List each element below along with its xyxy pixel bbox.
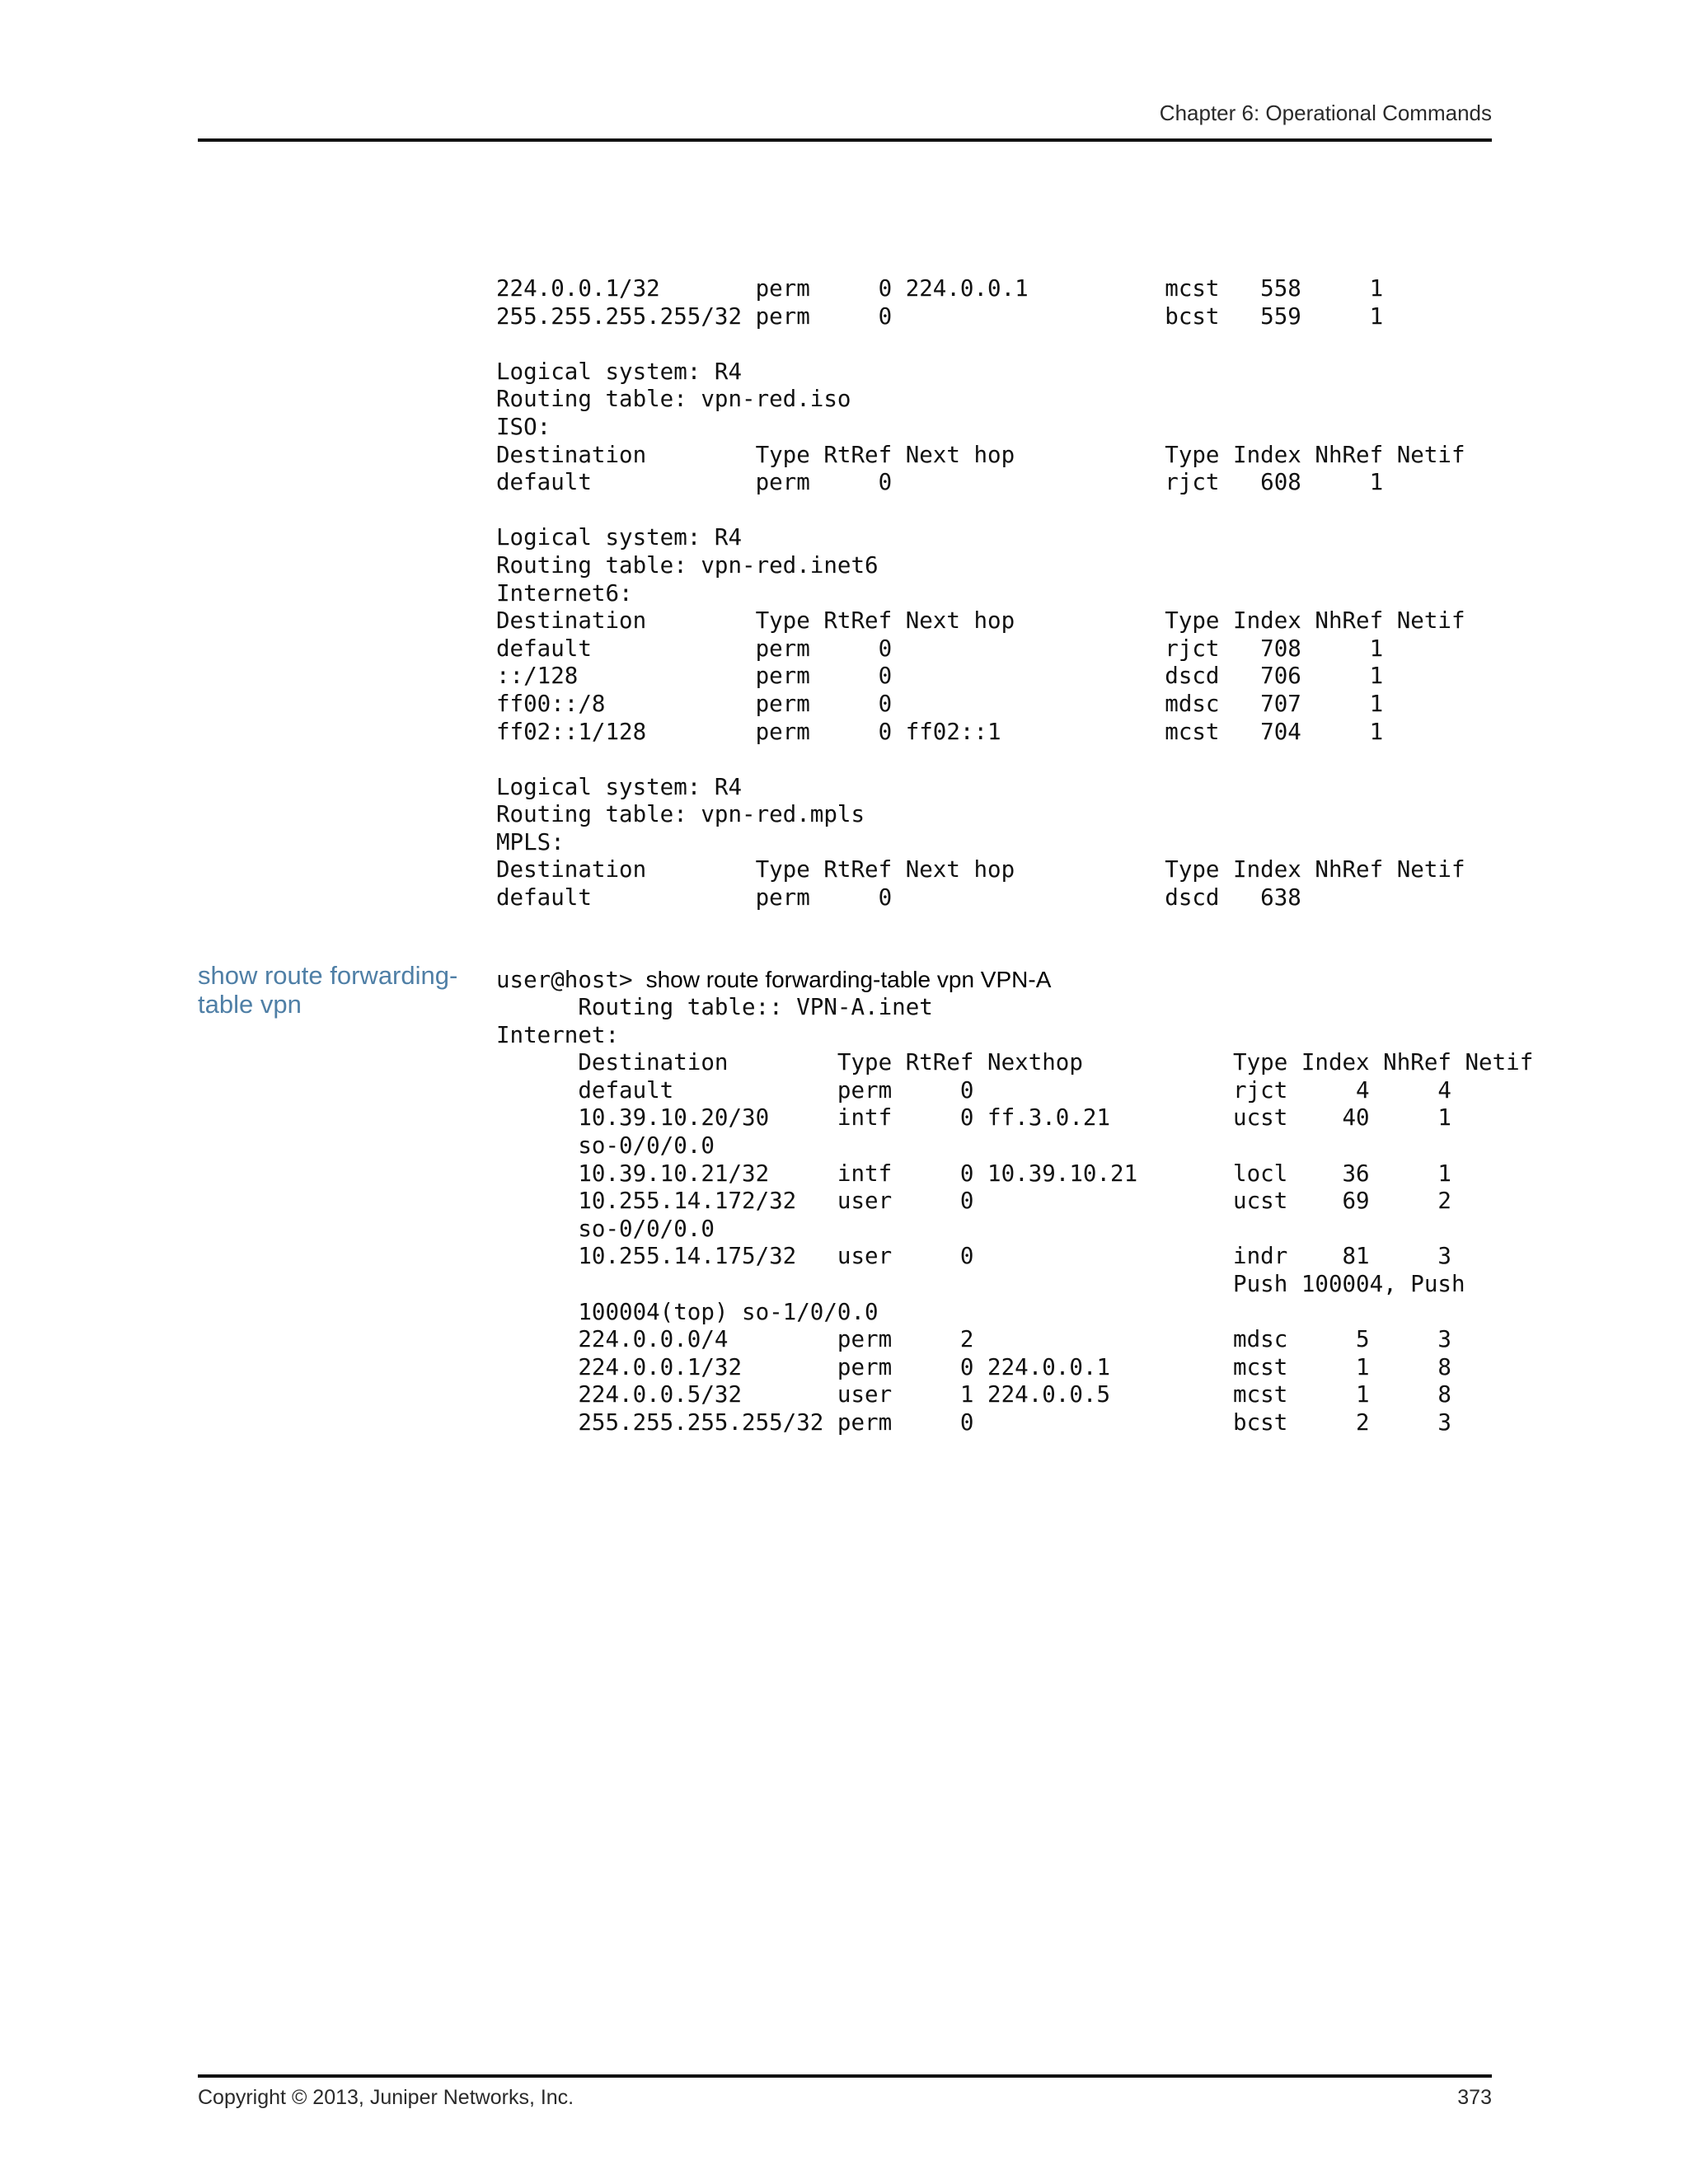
output-line [496, 746, 1465, 774]
output-line: Destination Type RtRef Nexthop Type Index NhRef Netif [496, 1049, 1534, 1076]
output-line: Destination Type RtRef Next hop Type Index NhRef Netif [496, 441, 1465, 468]
output-line: default perm 0 dscd 638 [496, 884, 1301, 912]
output-line: 224.0.0.5/32 user 1 224.0.0.5 mcst 1 8 [496, 1381, 1451, 1408]
page-header [198, 97, 1492, 142]
output-line: Routing table: vpn-red.iso [496, 386, 851, 413]
cli-output-continued [496, 275, 1465, 912]
output-line: default perm 0 rjct 4 4 [496, 1076, 1451, 1104]
output-line: ff02::1/128 perm 0 ff02::1 mcst 704 1 [496, 718, 1384, 745]
output-line: 224.0.0.1/32 perm 0 224.0.0.1 mcst 558 1 [496, 275, 1384, 302]
cli-command: show route forwarding-table vpn VPN-A [645, 967, 1052, 992]
output-line: MPLS: [496, 828, 565, 855]
output-line: 10.39.10.21/32 intf 0 10.39.10.21 locl 36 1 [496, 1160, 1451, 1187]
page-number: 373 [1457, 2086, 1492, 2109]
output-line: 255.255.255.255/32 perm 0 bcst 2 3 [496, 1408, 1451, 1436]
output-line: 255.255.255.255/32 perm 0 bcst 559 1 [496, 302, 1384, 330]
section-heading: show route forwarding-table vpn [198, 961, 458, 1019]
output-line: 10.39.10.20/30 intf 0 ff.3.0.21 ucst 40 1 [496, 1104, 1451, 1132]
output-line [496, 497, 1465, 525]
output-line: default perm 0 rjct 608 1 [496, 469, 1384, 496]
output-line: ::/128 perm 0 dscd 706 1 [496, 663, 1384, 690]
output-line: Routing table: vpn-red.mpls [496, 801, 865, 828]
output-line: Destination Type RtRef Next hop Type Index NhRef Netif [496, 607, 1465, 635]
copyright-text: Copyright © 2013, Juniper Networks, Inc. [198, 2086, 574, 2109]
output-line: Internet: [496, 1021, 620, 1048]
output-line: so-0/0/0.0 [496, 1132, 715, 1159]
output-line: ff00::/8 perm 0 mdsc 707 1 [496, 690, 1384, 717]
output-line: Routing table: vpn-red.inet6 [496, 551, 879, 579]
output-line: 224.0.0.0/4 perm 2 mdsc 5 3 [496, 1326, 1451, 1353]
output-line: default perm 0 rjct 708 1 [496, 635, 1384, 662]
cli-output [496, 994, 1533, 1437]
chapter-title: Chapter 6: Operational Commands [1159, 101, 1492, 125]
output-line: so-0/0/0.0 [496, 1215, 715, 1242]
cli-prompt: user@host> [496, 967, 633, 993]
output-line: Logical system: R4 [496, 358, 743, 385]
output-line: Internet6: [496, 579, 633, 607]
output-line: Destination Type RtRef Next hop Type Index NhRef Netif [496, 856, 1465, 883]
output-line: 100004(top) so-1/0/0.0 [496, 1298, 879, 1325]
output-line: Push 100004, Push [496, 1270, 1465, 1297]
output-line: 10.255.14.172/32 user 0 ucst 69 2 [496, 1188, 1451, 1215]
output-line: 10.255.14.175/32 user 0 indr 81 3 [496, 1243, 1451, 1270]
output-line: Logical system: R4 [496, 524, 743, 551]
output-line: ISO: [496, 413, 551, 440]
output-line: Routing table:: VPN-A.inet [496, 994, 933, 1020]
output-line [496, 330, 1465, 359]
output-line: Logical system: R4 [496, 773, 743, 800]
output-line: 224.0.0.1/32 perm 0 224.0.0.1 mcst 1 8 [496, 1353, 1451, 1380]
page-footer [198, 2074, 1492, 2111]
